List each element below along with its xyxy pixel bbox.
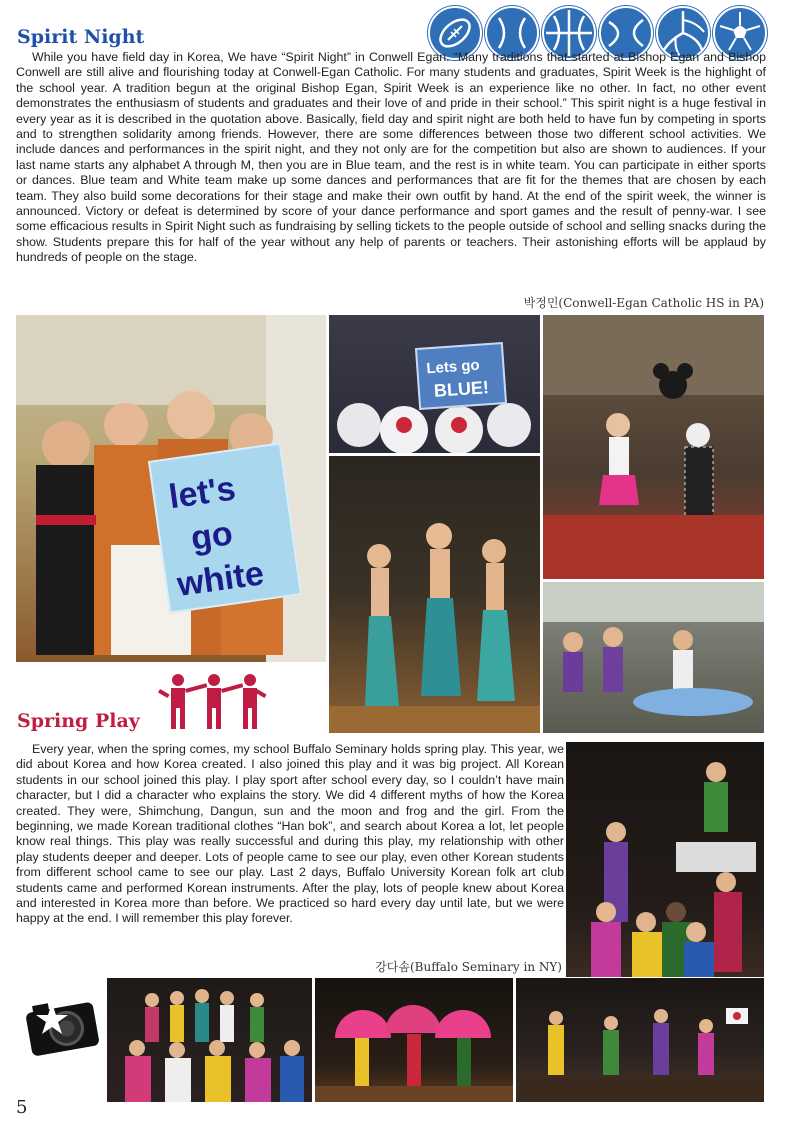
photo-hanbok-cast	[566, 742, 764, 977]
photo-dance-mickey	[543, 315, 764, 579]
sign-text-white: white	[174, 554, 267, 604]
people-icon	[156, 673, 272, 731]
photo-folk-dance	[516, 978, 764, 1102]
page-number: 5	[16, 1097, 28, 1118]
photo-spirit-skit	[543, 582, 764, 733]
spirit-night-byline: 박정민(Conwell-Egan Catholic HS in PA)	[523, 296, 764, 310]
photo-cast-group	[107, 978, 312, 1102]
photo-blue-team-mascots	[329, 315, 540, 453]
sign-text-lets: let's	[166, 469, 238, 517]
spirit-night-title: Spirit Night	[17, 26, 145, 48]
spring-play-byline: 강다솜(Buffalo Seminary in NY)	[375, 960, 562, 974]
photo-white-team-girls	[16, 315, 326, 662]
spring-play-title: Spring Play	[17, 710, 140, 732]
photo-mermaid-dance	[329, 456, 540, 733]
spring-play-body: Every year, when the spring comes, my school Buffalo Seminary holds spring play. This year, we did about Korea and how Korea created. I also joined this play and it was big project. All Korean students in our school joined this play. I play sport after school every day, so I couldn’t have main character, but I did a character who explains the story. We did 4 different myths of how the Korea created. They were, Shimchung, Dangun, sun and the moon and frog and the girl. From the beginning, we made Korean traditional clothes “Han bok”, and search about Korea a lot, let people know real things. This play was really successful and during this play, my relationship with other play students deeper and deeper. Lots of people came to see our play, even other Korean students from different school came to see our play. Last 2 days, Buffalo University Korean folk art club students came and performed Korean instruments. After the play, lots of people knew about Korea and interested in Korea more than before. We practiced so hard every day until late, but we were happy at the end. I will remember this play forever.	[16, 742, 564, 926]
photo-fan-dance	[315, 978, 513, 1102]
sign-text-blue: BLUE!	[433, 377, 490, 401]
camera-icon	[22, 993, 104, 1059]
spirit-night-body: While you have field day in Korea, We have “Spirit Night” in Conwell Egan. “Many traditions that started at Bishop Egan and Bishop Conwell are still alive and flourishing today at Conwell-Egan Catholic. For many students and graduates, Spirit Week is the highlight of the school year. A tradition begun at the original Bishop Egan, Spirit Week is an experience like no other. In fact, no other event demonstrates the enthusiasm of students and graduates and their love of and pride in their school.” This spirit night is a huge festival in every year as it is described in the quotation above. Basically, field day and spirit night are both held to have fun by competing in sports and to strengthen solidarity among friends. However, there are some differences between those two different school activities. We include dances and performances in the spirit night, and they not only are for the competition but also are shown to audiences. If your last name starts any alphabet A through M, then you are in Blue team, and the rest is in white team. You can participate in either sports or dances. Blue team and White team make up some dances and performances that are fit for the themes that are chosen by each team. They also build some decorations for their stage and make their own outfit by hand. At the end of the spirit week, the winner is announced. Victory or defeat is determined by score of your dance performance and sport games and the result of penny-war. I see some efficacious results in Spirit Night such as fundraising by selling tickets to the people outside of school and selling snacks during the show. Students prepare this for half of the year without any help of parents or teachers. Their astonishing efforts will be applaud by hundreds of people on the stage.	[16, 50, 766, 265]
sign-text-go: go	[188, 514, 235, 558]
sign-text-lets-go: Lets go	[425, 356, 481, 378]
